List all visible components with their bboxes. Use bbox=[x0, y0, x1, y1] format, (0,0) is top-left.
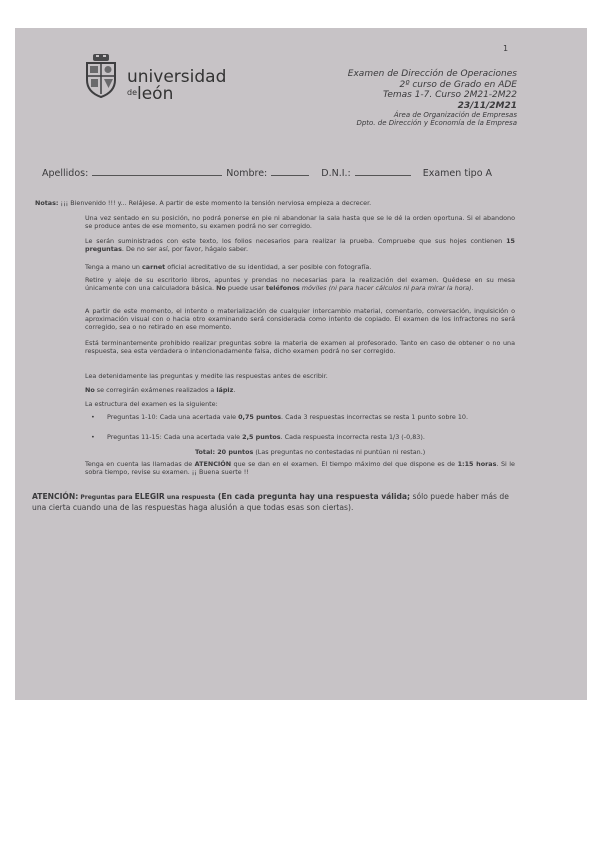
bullet2-points: 2,5 puntos bbox=[242, 433, 281, 441]
bullet2-text-a: Preguntas 11-15: Cada una acertada vale bbox=[107, 433, 243, 441]
dni-label: D.N.I.: bbox=[321, 168, 351, 179]
total-label: Total: 20 puntos bbox=[195, 448, 254, 456]
note-p3-text-a: Tenga a mano un bbox=[85, 263, 143, 271]
apellidos-label: Apellidos: bbox=[42, 168, 89, 179]
bullet1-text-c: . Cada 3 respuestas incorrectas se resta 1 punto sobre 10. bbox=[281, 413, 469, 421]
exam-header bbox=[257, 69, 517, 127]
atencion-elegir: ELEGIR bbox=[134, 492, 165, 501]
atencion-notice bbox=[32, 492, 524, 512]
student-fields bbox=[42, 168, 562, 179]
note-p2-questions: 15 preguntas bbox=[85, 237, 515, 253]
note-paragraph-10 bbox=[57, 460, 515, 476]
note-p10-atencion: ATENCIÓN bbox=[194, 460, 232, 468]
header-area: Área de Organización de Empresas bbox=[393, 111, 517, 119]
notes-label: Notas: bbox=[35, 199, 59, 207]
bullet1-text-a: Preguntas 1-10: Cada una acertada vale bbox=[107, 413, 239, 421]
note-p10-text-e: . Si le sobra tiempo, revise su examen. ¡¡ Buena suerte !! bbox=[85, 460, 515, 476]
atencion-label: ATENCIÓN: bbox=[32, 492, 79, 501]
bullet1-points: 0,75 puntos bbox=[238, 413, 281, 421]
exam-sheet bbox=[15, 28, 587, 700]
note-paragraph-6 bbox=[57, 339, 515, 355]
nombre-field[interactable] bbox=[271, 174, 309, 176]
note-p4-phones: teléfonos bbox=[265, 284, 300, 292]
header-line3: Temas 1-7. Curso 2M21-2M22 bbox=[382, 90, 517, 100]
apellidos-field[interactable] bbox=[92, 174, 222, 176]
bullet2-text-c: . Cada respuesta incorrecta resta 1/3 (-0,83). bbox=[280, 433, 425, 441]
note-paragraph-7 bbox=[57, 372, 515, 380]
note-p6-text: Está terminantemente prohibido realizar preguntas sobre la materia de examen al profesorado. Tanto en caso de obtener o no una respuesta, sea esta verdadera o intencionadamente falsa, dicho examen podrá no ser corregido. bbox=[85, 339, 515, 355]
note-p8-pencil: lápiz bbox=[216, 386, 234, 394]
structure-bullet-2 bbox=[107, 433, 512, 441]
atencion-text-1: Preguntas para bbox=[78, 494, 135, 501]
dni-field[interactable] bbox=[355, 174, 411, 176]
total-points bbox=[195, 448, 425, 456]
note-p3-text-c: oficial acreditativo de su identidad, a ser posible con fotografía. bbox=[165, 263, 372, 271]
note-p8-no: No bbox=[85, 386, 95, 394]
note-p4-text-a: Retire y aleje de su escritorio libros, apuntes y prendas no necesarias para la realización del examen. Quédese en su mesa únicamente con una calculadora básica. bbox=[85, 276, 515, 292]
university-name bbox=[127, 69, 226, 102]
note-p5-text: A partir de este momento, el intento o materialización de cualquier intercambio material, comentario, conversación, inquisición o aproximación visual con o hacia otro examinando será considerada como intento de copiado. El examen de los infractores no será corregido, sea o no retirado en ese momento. bbox=[85, 307, 515, 331]
note-p10-time: 1:15 horas bbox=[457, 460, 497, 468]
note-paragraph-3 bbox=[57, 263, 515, 271]
page-number: 1 bbox=[503, 44, 509, 53]
note-p10-text-a: Tenga en cuenta las llamadas de bbox=[85, 460, 195, 468]
atencion-text-5: sólo puede haber más de una cierta cuando una de las respuestas haga alusión a que todas esas son ciertas). bbox=[32, 492, 509, 512]
note-p4-text-e: móviles (ni para hacer cálculos ni para mirar la hora). bbox=[299, 284, 474, 292]
nombre-label: Nombre: bbox=[226, 168, 268, 179]
notes-welcome: ¡¡¡ Bienvenido !!! y... Relájese. A partir de este momento la tensión nerviosa empieza a decrecer. bbox=[60, 199, 372, 207]
note-paragraph-2 bbox=[57, 237, 515, 253]
note-paragraph-1 bbox=[57, 214, 515, 230]
note-p4-text-c: puede usar bbox=[225, 284, 266, 292]
note-p8-text-b: se corregirán exámenes realizados a bbox=[94, 386, 217, 394]
total-note: (Las preguntas no contestadas ni puntúan ni restan.) bbox=[253, 448, 426, 456]
note-p1-text: Una vez sentado en su posición, no podrá ponerse en pie ni abandonar la sala hasta que se le dé la orden oportuna. Si el abandono se produce antes de ese momento, su examen podrá no ser corregido. bbox=[85, 214, 515, 230]
atencion-text-3: una respuesta bbox=[164, 494, 216, 501]
note-p9-text: La estructura del examen es la siguiente: bbox=[85, 400, 218, 408]
header-department: Dpto. de Dirección y Economía de la Empresa bbox=[356, 119, 517, 127]
header-date: 23/11/2M21 bbox=[457, 100, 517, 111]
note-p2-text-c: . De no ser así, por favor, hágalo saber. bbox=[121, 245, 248, 253]
note-paragraph-5 bbox=[57, 307, 515, 331]
structure-bullet-1 bbox=[107, 413, 512, 421]
note-p3-carnet: carnet bbox=[142, 263, 166, 271]
note-p2-text-a: Le serán suministrados con este texto, los folios necesarios para realizar la prueba. Compruebe que sus hojes contienen bbox=[85, 237, 507, 245]
university-line1: universidad bbox=[127, 67, 227, 87]
university-de: de bbox=[127, 88, 137, 97]
notes-intro bbox=[35, 199, 533, 207]
note-paragraph-8 bbox=[57, 386, 515, 394]
header-line2: 2º curso de Grado en ADE bbox=[399, 79, 517, 90]
note-paragraph-9 bbox=[57, 400, 515, 408]
atencion-text-4: (En cada pregunta hay una respuesta válida; bbox=[215, 492, 411, 501]
note-paragraph-4 bbox=[57, 276, 515, 292]
note-p10-text-c: que se dan en el examen. El tiempo máximo del que dispone es de bbox=[231, 460, 458, 468]
note-p4-no: No bbox=[216, 284, 226, 292]
university-leon: león bbox=[137, 84, 174, 104]
note-p8-text-d: . bbox=[233, 386, 236, 394]
header-line1: Examen de Dirección de Operaciones bbox=[347, 69, 517, 79]
exam-type: Examen tipo A bbox=[422, 168, 493, 179]
note-p7-text: Lea detenidamente las preguntas y medite las respuestas antes de escribir. bbox=[85, 372, 328, 380]
university-crest-icon bbox=[83, 54, 119, 98]
